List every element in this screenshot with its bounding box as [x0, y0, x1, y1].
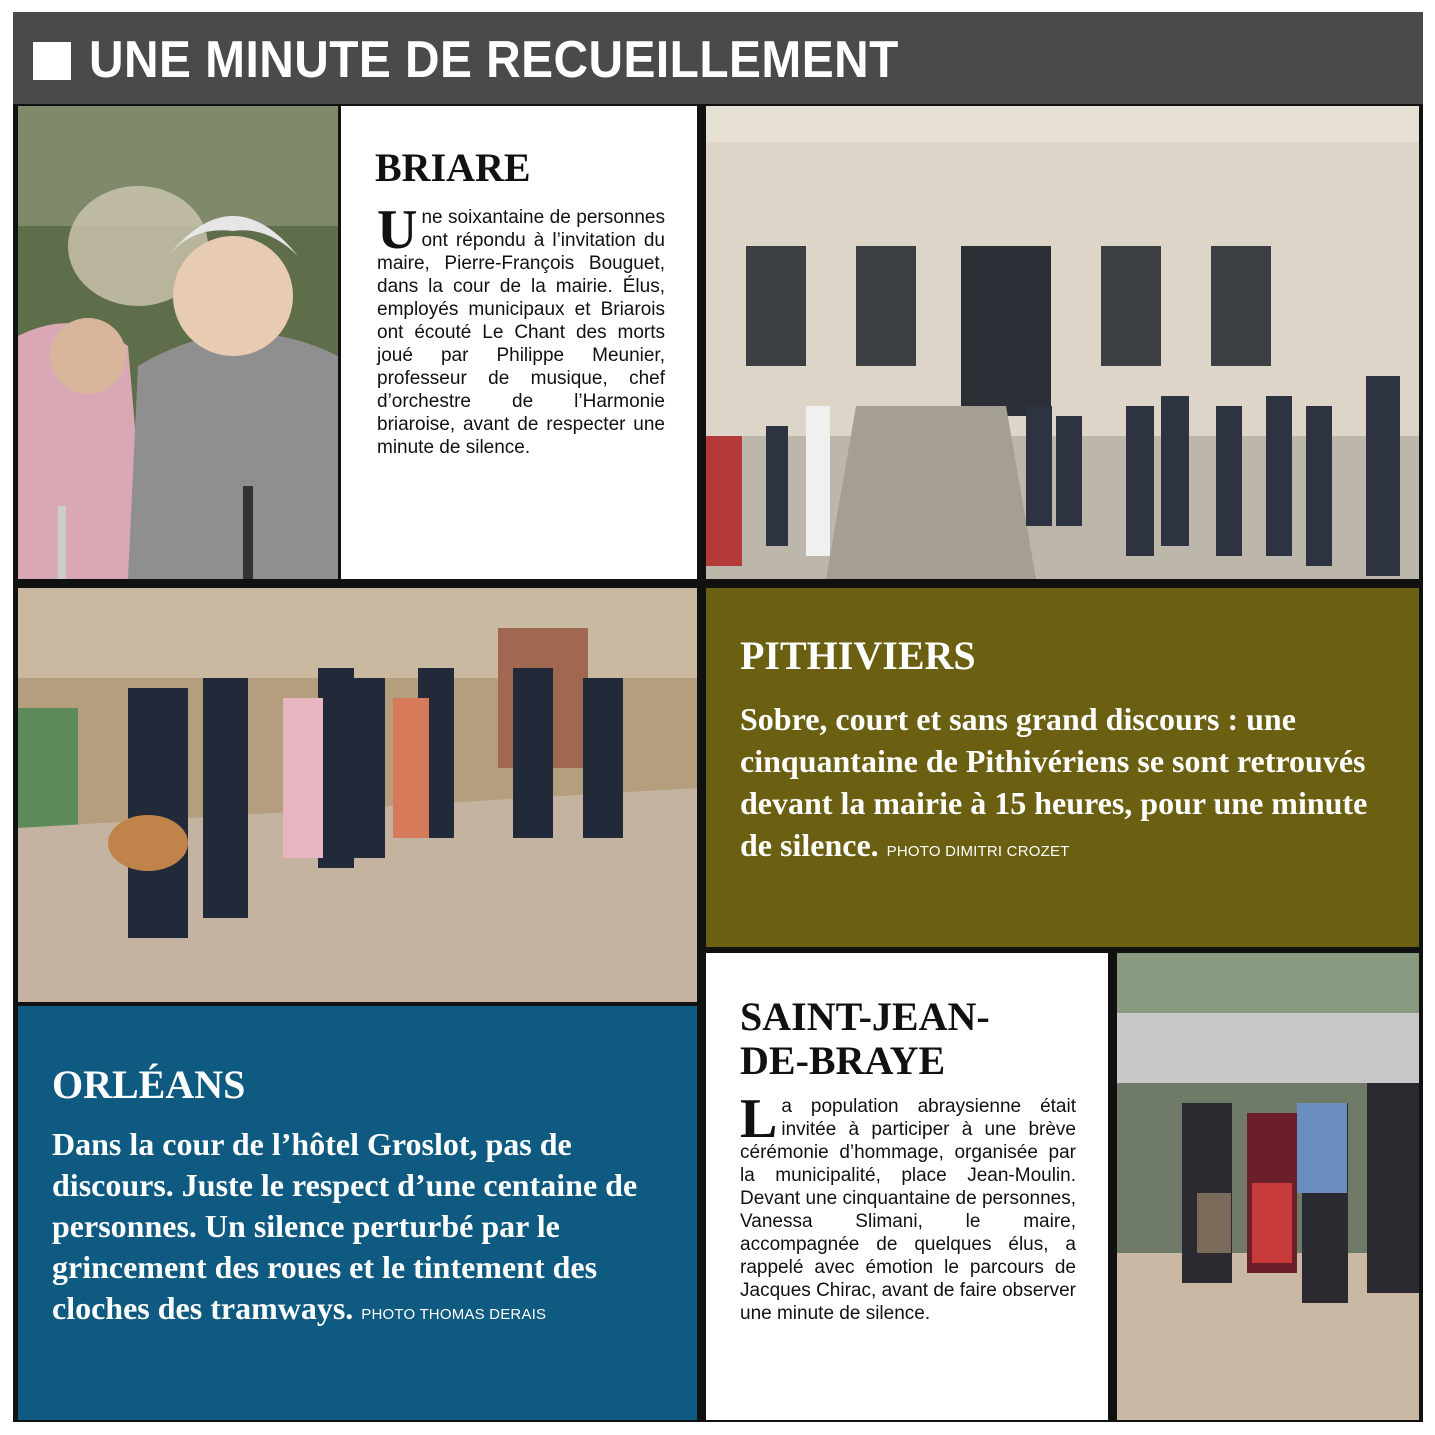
- orleans-photo: [18, 588, 697, 1002]
- pithiviers-text-panel: [706, 588, 1419, 947]
- pithiviers-article-text: Sobre, court et sans grand discours : une cinquantaine de Pithivériens se sont retrouvés devant la mairie à 15 heures, pour une minute de silence.: [740, 701, 1368, 863]
- orleans-article-text: Dans la cour de l’hôtel Groslot, pas de discours. Juste le respect d’une centaine de personnes. Un silence perturbé par le grincement des roues et le tintement des cloches des tramways.: [52, 1126, 638, 1326]
- saint-jean-article-text: a population abraysienne était invitée à participer à une brève cérémonie d’hommage, organisée par la municipalité, place Jean-Moulin. Devant une cinquantaine de personnes, Vanessa Slimani, le maire, accompagnée de quelques élus, a rappelé avec émotion le parcours de Jacques Chirac, avant de faire observer une minute de silence.: [740, 1096, 1076, 1324]
- saint-jean-photo-image: [1117, 953, 1419, 1420]
- section-header: [13, 12, 1423, 104]
- orleans-photo-credit: PHOTO THOMAS DERAIS: [361, 1306, 547, 1323]
- saint-jean-article: [740, 1088, 1076, 1325]
- pithiviers-photo-image: [706, 106, 1419, 579]
- orleans-article: [52, 1124, 662, 1335]
- pithiviers-city-title: PITHIVIERS: [740, 633, 976, 678]
- briare-city-title: BRIARE: [375, 145, 531, 190]
- saint-jean-photo: [1117, 953, 1419, 1420]
- pithiviers-photo-credit: PHOTO DIMITRI CROZET: [886, 843, 1070, 860]
- briare-article: [377, 199, 665, 459]
- saint-jean-city-title: [740, 995, 990, 1083]
- briare-photo: [18, 106, 338, 579]
- briare-article-text: ne soixantaine de personnes ont répondu à l’invitation du maire, Pierre-François Bouguet, dans la cour de la mairie. Élus, employés municipaux et Briarois ont écouté Le Chant des morts joué par Philippe Meunier, professeur de musique, chef d’orchestre de l’Harmonie briaroise, avant de respecter une minute de silence.: [377, 207, 665, 458]
- page-title: UNE MINUTE DE RECUEILLEMENT: [89, 31, 899, 89]
- orleans-text-panel: [18, 1006, 697, 1420]
- saint-jean-city-line2: DE-BRAYE: [740, 1038, 946, 1083]
- briare-text-panel: [341, 106, 697, 579]
- orleans-photo-image: [18, 588, 697, 1002]
- saint-jean-dropcap: L: [740, 1088, 778, 1150]
- saint-jean-city-line1: SAINT-JEAN-: [740, 994, 990, 1039]
- briare-dropcap: U: [377, 199, 418, 261]
- briare-photo-image: [18, 106, 338, 579]
- pithiviers-article: [740, 698, 1380, 873]
- saint-jean-text-panel: [706, 953, 1108, 1420]
- orleans-city-title: ORLÉANS: [52, 1062, 246, 1107]
- header-square-icon: [33, 42, 71, 80]
- pithiviers-photo: [706, 106, 1419, 579]
